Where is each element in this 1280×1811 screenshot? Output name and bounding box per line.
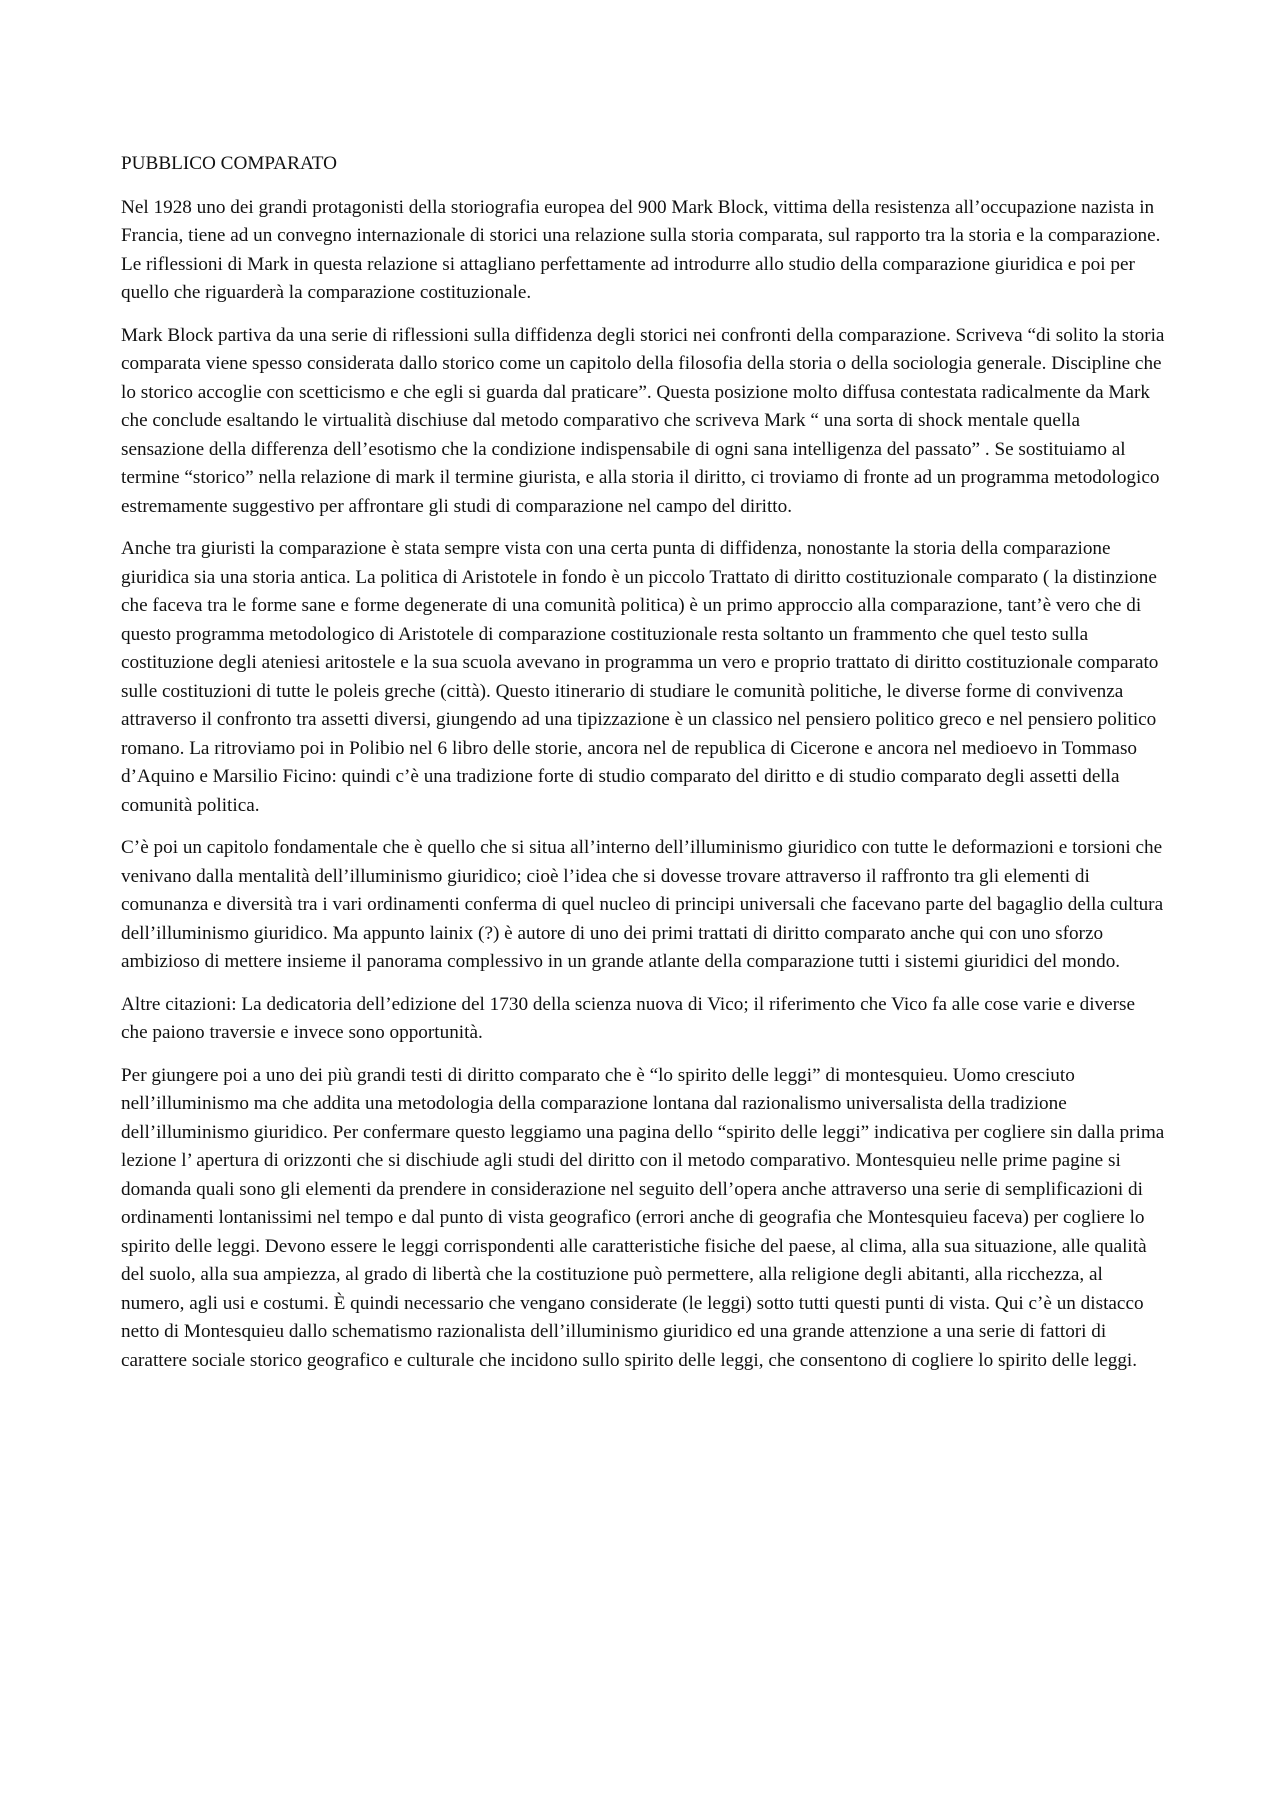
- paragraph-2: Mark Block partiva da una serie di riflessioni sulla diffidenza degli storici nei confronti della comparazione. Scriveva “di solito la storia comparata viene spesso considerata dallo storico come un capitolo della filosofia della storia o della sociologia generale. Discipline che lo storico accoglie con scetticismo e che egli si guarda dal praticare”. Questa posizione molto diffusa contestata radicalmente da Mark che conclude esaltando le virtualità dischiuse dal metodo comparativo che scriveva Mark “ una sorta di shock mentale quella sensazione della differenza dell’esotismo che la condizione indispensabile di ogni sana intelligenza del passato” . Se sostituiamo al termine “storico” nella relazione di mark il termine giurista, e alla storia il diritto, ci troviamo di fronte ad un programma metodologico estremamente suggestivo per affrontare gli studi di comparazione nel campo del diritto.: [121, 324, 1165, 517]
- paragraph-6: Per giungere poi a uno dei più grandi testi di diritto comparato che è “lo spirito delle leggi” di montesquieu. Uomo cresciuto nell’illuminismo ma che addita una metodologia della comparazione lontana dal razionalismo universalista della tradizione dell’illuminismo giuridico. Per confermare questo leggiamo una pagina dello “spirito delle leggi” indicativa per cogliere sin dalla prima lezione l’ apertura di orizzonti che si dischiude agli studi del diritto con il metodo comparativo. Montesquieu nelle prime pagine si domanda quali sono gli elementi da prendere in considerazione nel seguito dell’opera anche attraverso una serie di semplificazioni di ordinamenti lontanissimi nel tempo e dal punto di vista geografico (errori anche di geografia che Montesquieu faceva) per cogliere lo spirito delle leggi. Devono essere le leggi corrispondenti alle caratteristiche fisiche del paese, al clima, alla sua situazione, alle qualità del suolo, alla sua ampiezza, al grado di libertà che la costituzione può permettere, alla religione degli abitanti, alla ricchezza, al numero, agli usi e costumi. È quindi necessario che vengano considerate (le leggi) sotto tutti questi punti di vista. Qui c’è un distacco netto di Montesquieu dallo schematismo razionalista dell’illuminismo giuridico ed una grande attenzione a una serie di fattori di carattere sociale storico geografico e culturale che incidono sullo spirito delle leggi, che consentono di cogliere lo spirito delle leggi.: [121, 1064, 1165, 1371]
- paragraph-1: Nel 1928 uno dei grandi protagonisti della storiografia europea del 900 Mark Block, vittima della resistenza all’occupazione nazista in Francia, tiene ad un convegno internazionale di storici una relazione sulla storia comparata, sul rapporto tra la storia e la comparazione. Le riflessioni di Mark in questa relazione si attagliano perfettamente ad introdurre allo studio della comparazione giuridica e poi per quello che riguarderà la comparazione costituzionale.: [121, 196, 1161, 303]
- paragraph-3: Anche tra giuristi la comparazione è stata sempre vista con una certa punta di diffidenza, nonostante la storia della comparazione giuridica sia una storia antica. La politica di Aristotele in fondo è un piccolo Trattato di diritto costituzionale comparato ( la distinzione che faceva tra le forme sane e forme degenerate di una comunità politica) è un primo approccio alla comparazione, tant’è vero che di questo programma metodologico di Aristotele di comparazione costituzionale resta soltanto un frammento che quel testo sulla costituzione degli ateniesi aritostele e la sua scuola avevano in programma un vero e proprio trattato di diritto costituzionale comparato sulle costituzioni di tutte le poleis greche (città). Questo itinerario di studiare le comunità politiche, le diverse forme di convivenza attraverso il confronto tra assetti diversi, giungendo ad una tipizzazione è un classico nel pensiero politico greco e nel pensiero politico romano. La ritroviamo poi in Polibio nel 6 libro delle storie, ancora nel de republica di Cicerone e ancora nel medioevo in Tommaso d’Aquino e Marsilio Ficino: quindi c’è una tradizione forte di studio comparato del diritto e di studio comparato degli assetti della comunità politica.: [121, 538, 1159, 816]
- document-title: PUBBLICO COMPARATO: [121, 153, 337, 174]
- paragraph-4: C’è poi un capitolo fondamentale che è quello che si situa all’interno dell’illuminismo giuridico con tutte le deformazioni e torsioni che venivano dalla mentalità dell’illuminismo giuridico; cioè l’idea che si dovesse trovare attraverso il raffronto tra gli elementi di comunanza e diversità tra i vari ordinamenti conferma di quel nucleo di principi universali che facevano parte del bagaglio della cultura dell’illuminismo giuridico. Ma appunto lainix (?) è autore di uno dei primi trattati di diritto comparato anche qui con uno sforzo ambizioso di mettere insieme il panorama complessivo in un grande atlante della comparazione tutti i sistemi giuridici del mondo.: [121, 837, 1164, 972]
- document-page: [121, 150, 1166, 1389]
- paragraph-5: Altre citazioni: La dedicatoria dell’edizione del 1730 della scienza nuova di Vico; il riferimento che Vico fa alle cose varie e diverse che paiono traversie e invece sono opportunità.: [121, 993, 1136, 1043]
